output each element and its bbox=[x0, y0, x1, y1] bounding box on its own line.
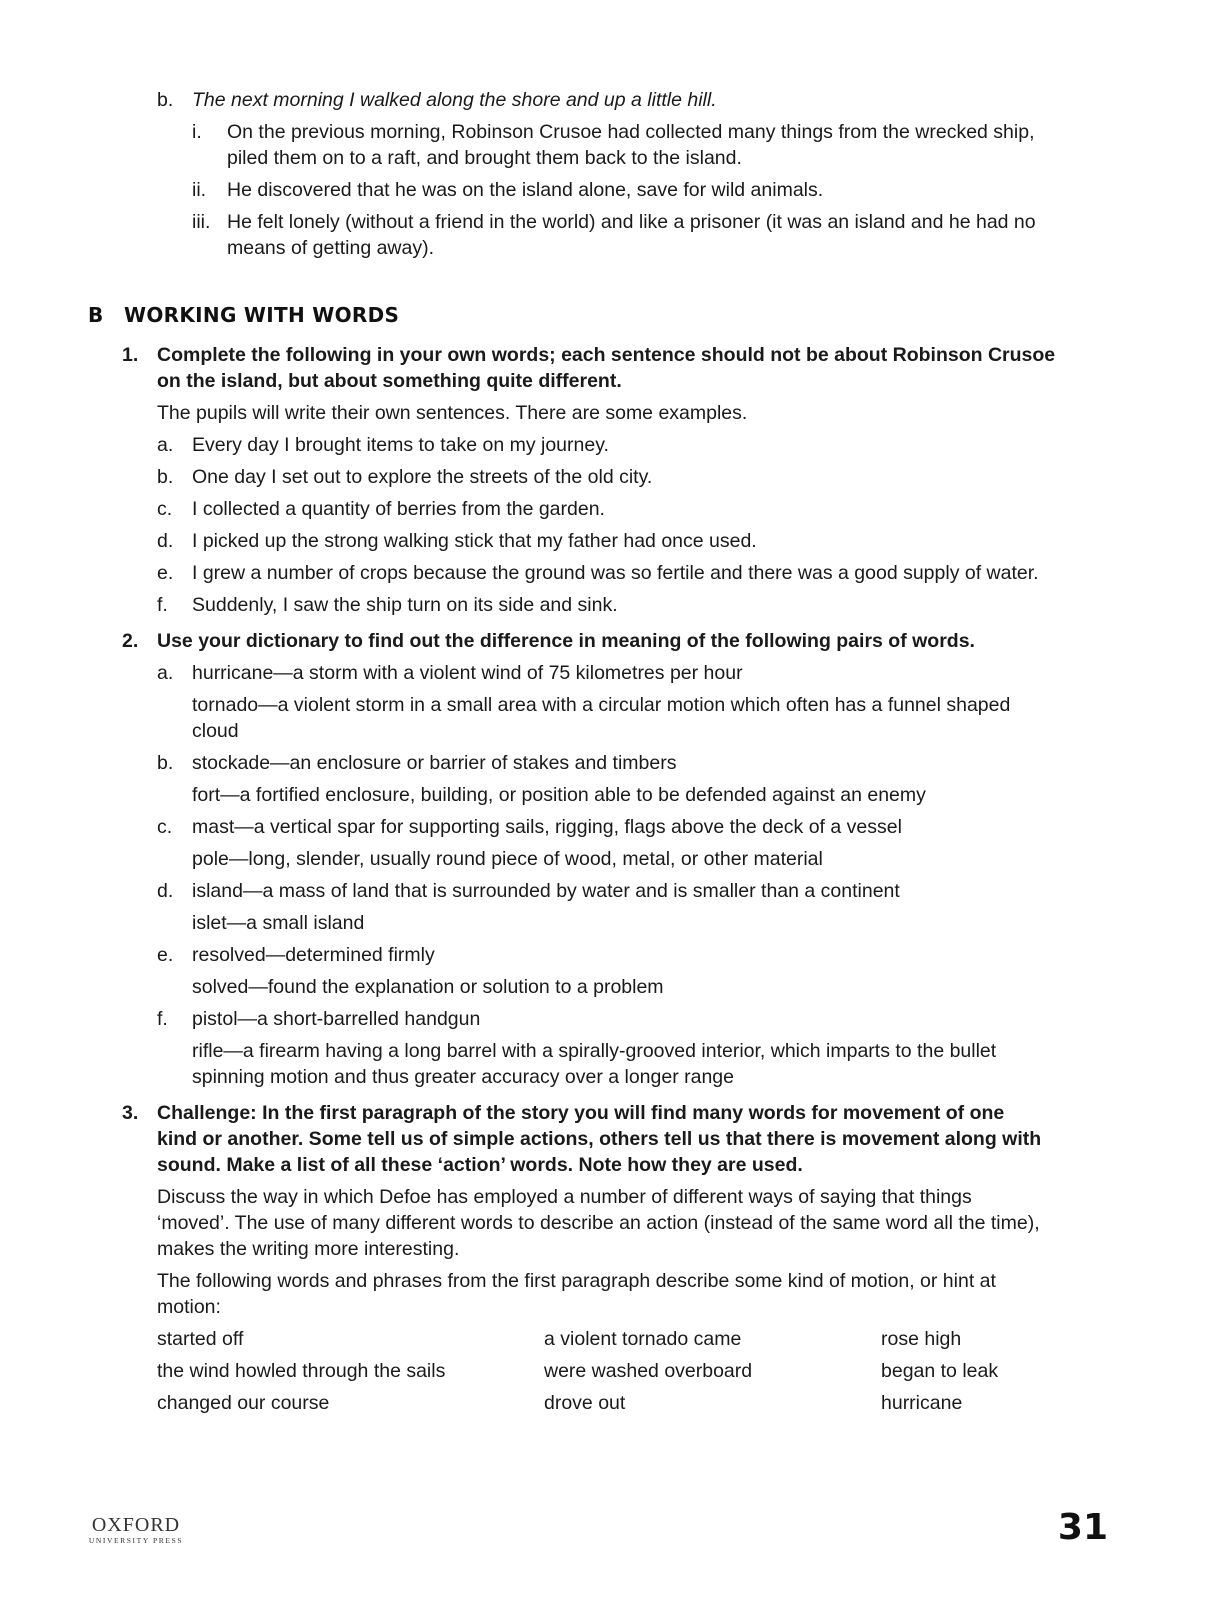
subitem-line: piled them on to a raft, and brought them back to the island. bbox=[227, 147, 742, 169]
question-prompt-line: sound. Make a list of all these ‘action’ words. Note how they are used. bbox=[157, 1154, 803, 1176]
answer-text: I picked up the strong walking stick that my father had once used. bbox=[192, 530, 757, 552]
answer-label: b. bbox=[157, 466, 174, 488]
question-prompt-line: Complete the following in your own words; each sentence should not be about Robinson Crusoe bbox=[157, 344, 1056, 366]
answer-paragraph-line: makes the writing more interesting. bbox=[157, 1238, 460, 1260]
action-word: hurricane bbox=[881, 1392, 963, 1414]
definition: pistol—a short-barrelled handgun bbox=[192, 1008, 481, 1030]
answer-paragraph-line: The following words and phrases from the first paragraph describe some kind of motion, or hint at bbox=[157, 1270, 996, 1292]
page-number: 31 bbox=[1057, 1507, 1108, 1548]
question-prompt-line: kind or another. Some tell us of simple actions, others tell us that there is movement along with bbox=[157, 1128, 1042, 1150]
answer-text: I grew a number of crops because the ground was so fertile and there was a good supply of water. bbox=[192, 562, 1039, 584]
subitem-label: ii. bbox=[192, 179, 207, 201]
item-text: The next morning I walked along the shore and up a little hill. bbox=[192, 89, 717, 111]
answer-label: d. bbox=[157, 530, 174, 552]
answer-label: b. bbox=[157, 752, 174, 774]
action-word: a violent tornado came bbox=[544, 1328, 742, 1350]
subitem-label: i. bbox=[192, 121, 202, 143]
answer-label: f. bbox=[157, 1008, 168, 1030]
definition: cloud bbox=[192, 720, 239, 742]
answer-label: a. bbox=[157, 434, 174, 456]
definition: mast—a vertical spar for supporting sails, rigging, flags above the deck of a vessel bbox=[192, 816, 902, 838]
answer-label: c. bbox=[157, 498, 173, 520]
subitem-line: On the previous morning, Robinson Crusoe had collected many things from the wrecked ship, bbox=[227, 121, 1035, 143]
action-word: rose high bbox=[881, 1328, 962, 1350]
answer-text: Suddenly, I saw the ship turn on its side and sink. bbox=[192, 594, 618, 616]
definition: tornado—a violent storm in a small area with a circular motion which often has a funnel shaped bbox=[192, 694, 1011, 716]
action-word: began to leak bbox=[881, 1360, 999, 1382]
subitem-line: He felt lonely (without a friend in the world) and like a prisoner (it was an island and he had no bbox=[227, 211, 1036, 233]
answer-label: c. bbox=[157, 816, 173, 838]
subitem-line: means of getting away). bbox=[227, 237, 435, 259]
definition: fort—a fortified enclosure, building, or position able to be defended against an enemy bbox=[192, 784, 926, 806]
definition: island—a mass of land that is surrounded by water and is smaller than a continent bbox=[192, 880, 900, 902]
question-number: 1. bbox=[122, 344, 139, 366]
publisher-logo bbox=[86, 1514, 186, 1546]
answer-label: e. bbox=[157, 944, 174, 966]
definition: solved—found the explanation or solution to a problem bbox=[192, 976, 664, 998]
answer-text: Every day I brought items to take on my journey. bbox=[192, 434, 609, 456]
definition: resolved—determined firmly bbox=[192, 944, 435, 966]
item-label: b. bbox=[157, 89, 174, 111]
definition: islet—a small island bbox=[192, 912, 365, 934]
answer-label: a. bbox=[157, 662, 174, 684]
publisher-name: OXFORD bbox=[91, 1514, 181, 1536]
section-title: WORKING WITH WORDS bbox=[124, 303, 400, 327]
answer-label: d. bbox=[157, 880, 174, 902]
definition: pole—long, slender, usually round piece of wood, metal, or other material bbox=[192, 848, 823, 870]
answer-label: e. bbox=[157, 562, 174, 584]
action-word: were washed overboard bbox=[544, 1360, 753, 1382]
definition: spinning motion and thus greater accuracy over a longer range bbox=[192, 1066, 734, 1088]
answer-text: One day I set out to explore the streets of the old city. bbox=[192, 466, 653, 488]
answer-text: I collected a quantity of berries from the garden. bbox=[192, 498, 605, 520]
answer-intro: The pupils will write their own sentences. There are some examples. bbox=[157, 402, 748, 424]
action-word: the wind howled through the sails bbox=[157, 1360, 446, 1382]
answer-label: f. bbox=[157, 594, 168, 616]
action-word: changed our course bbox=[157, 1392, 330, 1414]
definition: stockade—an enclosure or barrier of stakes and timbers bbox=[192, 752, 677, 774]
answer-paragraph-line: ‘moved’. The use of many different words to describe an action (instead of the same word all the time), bbox=[157, 1212, 1040, 1234]
answer-paragraph-line: Discuss the way in which Defoe has employed a number of different ways of saying that things bbox=[157, 1186, 972, 1208]
section-letter: B bbox=[88, 303, 104, 327]
action-word: started off bbox=[157, 1328, 244, 1350]
question-number: 2. bbox=[122, 630, 139, 652]
action-word: drove out bbox=[544, 1392, 626, 1414]
question-prompt-line: Challenge: In the first paragraph of the story you will find many words for movement of one bbox=[157, 1102, 1005, 1124]
publisher-subtitle: UNIVERSITY PRESS bbox=[88, 1536, 184, 1545]
question-prompt-line: Use your dictionary to find out the difference in meaning of the following pairs of words. bbox=[157, 630, 975, 652]
definition: rifle—a firearm having a long barrel with a spirally-grooved interior, which imparts to the bullet bbox=[192, 1040, 997, 1062]
subitem-label: iii. bbox=[192, 211, 211, 233]
question-number: 3. bbox=[122, 1102, 139, 1124]
question-prompt-line: on the island, but about something quite different. bbox=[157, 370, 622, 392]
definition: hurricane—a storm with a violent wind of 75 kilometres per hour bbox=[192, 662, 743, 684]
subitem-line: He discovered that he was on the island alone, save for wild animals. bbox=[227, 179, 824, 201]
answer-paragraph-line: motion: bbox=[157, 1296, 221, 1318]
